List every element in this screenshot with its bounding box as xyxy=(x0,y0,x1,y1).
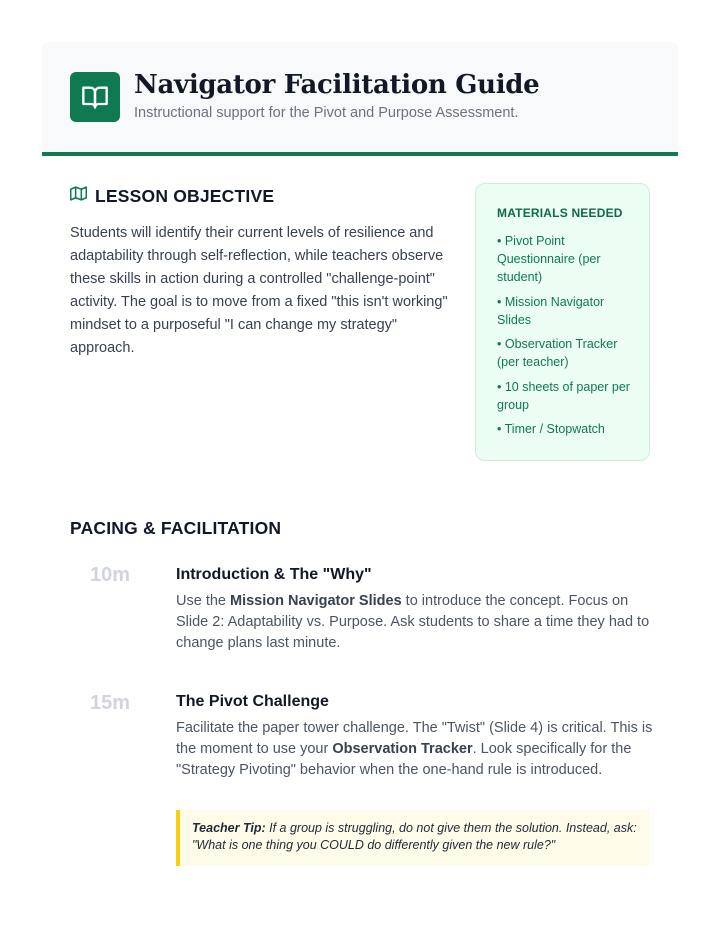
materials-item: • Observation Tracker (per teacher) xyxy=(497,337,618,369)
step-highlight: Mission Navigator Slides xyxy=(230,593,402,609)
materials-item: • Timer / Stopwatch xyxy=(497,422,605,436)
step-title: The Pivot Challenge xyxy=(176,693,329,710)
step-title: Introduction & The "Why" xyxy=(176,566,372,583)
map-icon xyxy=(70,185,87,207)
materials-item: • 10 sheets of paper per group xyxy=(497,379,630,412)
materials-item: • Pivot Point Questionnaire (per student) xyxy=(497,234,601,284)
teacher-tip-text: If a group is struggling, do not give them the solution. Instead, ask: "What is one thing you COULD do differently given the new rule?" xyxy=(192,821,637,852)
page-title: Navigator Facilitation Guide xyxy=(134,70,540,100)
step-highlight: Observation Tracker xyxy=(332,741,473,757)
materials-panel xyxy=(475,183,650,461)
objective-text: Students will identify their current levels of resilience and adaptability through self-reflection, while teachers observe these skills in action during a controlled "challenge-point" activity. The goal is to move from a fixed "this isn't working" mindset to a purposeful "I can change my strategy" approach. xyxy=(70,225,448,356)
objective-heading-label: LESSON OBJECTIVE xyxy=(95,185,275,206)
objective-heading xyxy=(70,185,274,207)
materials-item: • Mission Navigator Slides xyxy=(497,294,605,327)
materials-list xyxy=(497,232,631,438)
materials-heading: MATERIALS NEEDED xyxy=(497,206,623,220)
book-open-icon xyxy=(70,72,120,122)
step-duration: 10m xyxy=(90,564,131,586)
step-duration: 15m xyxy=(90,692,131,714)
teacher-tip xyxy=(176,810,649,866)
step-description: Use the Mission Navigator Slides to introduce the concept. Focus on Slide 2: Adaptability vs. Purpose. Ask students to share a time they had to change plans last minute. xyxy=(176,593,650,651)
page-header xyxy=(42,42,678,156)
page-subtitle: Instructional support for the Pivot and Purpose Assessment. xyxy=(134,105,519,121)
pacing-heading: PACING & FACILITATION xyxy=(70,518,282,538)
teacher-tip-label: Teacher Tip: xyxy=(192,821,266,835)
step-description: Facilitate the paper tower challenge. The "Twist" (Slide 4) is critical. This is the moment to use your Observation Tracker. Look specifically for the "Strategy Pivoting" behavior when the one-hand rule is introduced. xyxy=(176,720,653,778)
